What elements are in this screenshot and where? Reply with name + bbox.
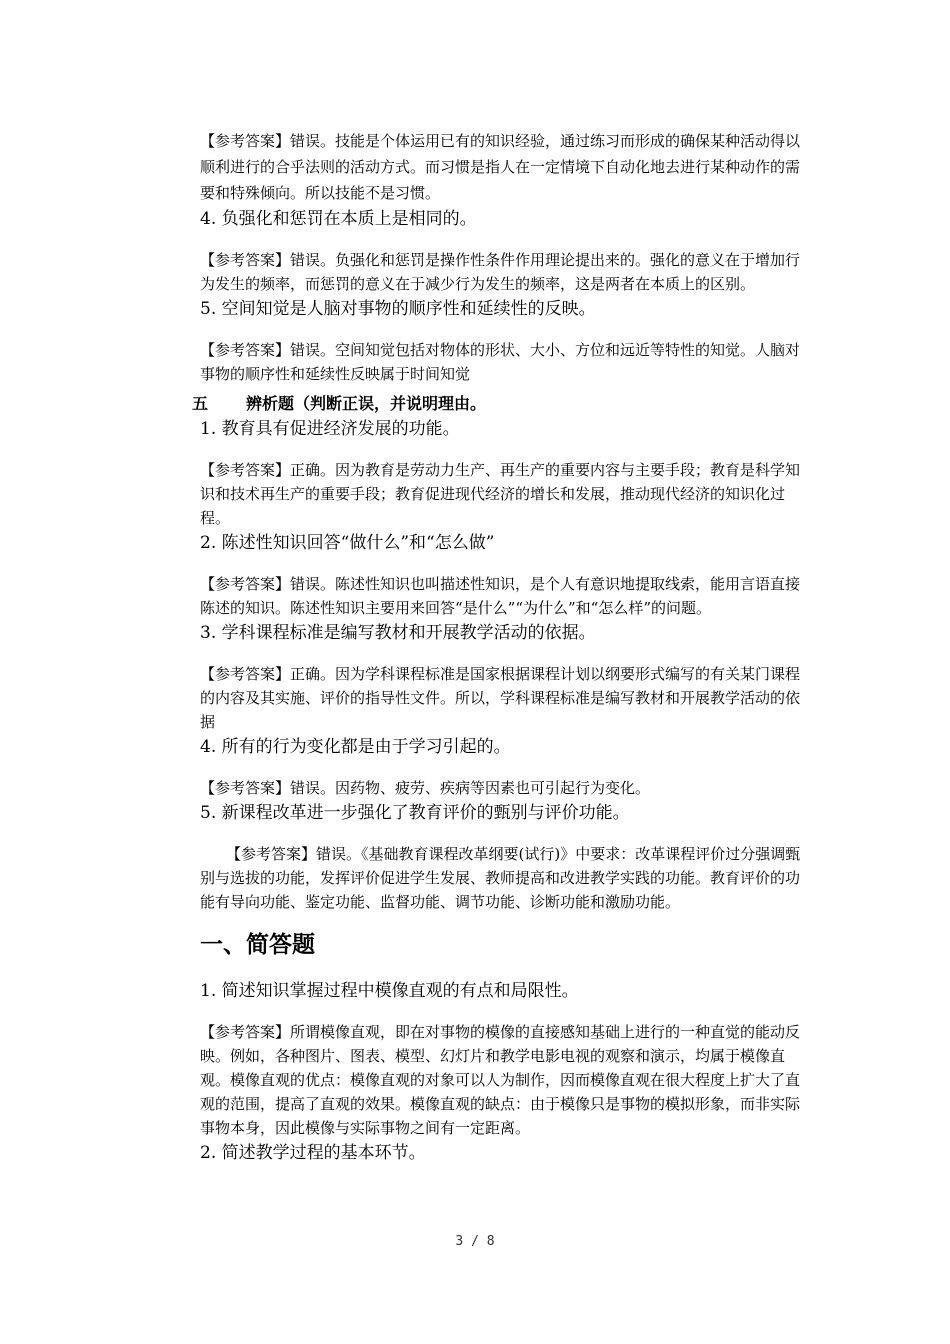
answer-curriculum-reform: 【参考答案】错误。《基础教育课程改革纲要(试行)》中要求：改革课程评价过分强调甄别与选拔的功能，发挥评价促进学生发展、教师提高和改进教学实践的功能。教育评价的功能有导向功能、鉴定功能、监督功能、调节功能、诊断功能和激励功能。 bbox=[200, 845, 801, 911]
question-4-behavior-change: 4. 所有的行为变化都是由于学习引起的。 bbox=[200, 737, 511, 757]
answer-declarative-knowledge: 【参考答案】错误。陈述性知识也叫描述性知识，是个人有意识地提取线索，能用言语直接陈述的知识。陈述性知识主要用来回答“是什么”“为什么”和“怎么样”的问题。 bbox=[200, 575, 801, 617]
question-4-negative-reinforcement: 4. 负强化和惩罚在本质上是相同的。 bbox=[200, 209, 477, 229]
question-2-declarative-knowledge: 2. 陈述性知识回答“做什么”和“怎么做” bbox=[200, 533, 495, 553]
section-title: 辨析题（判断正误，并说明理由。 bbox=[246, 394, 487, 413]
answer-behavior-change: 【参考答案】错误。因药物、疲劳、疾病等因素也可引起行为变化。 bbox=[200, 779, 651, 797]
page-content bbox=[192, 128, 812, 1166]
answer-curriculum-standard: 【参考答案】正确。因为学科课程标准是国家根据课程计划以纲要形式编写的有关某门课程的内容及其实施、评价的指导性文件。所以，学科课程标准是编写教材和开展教学活动的依据 bbox=[200, 665, 801, 731]
question-1-education-economy: 1. 教育具有促进经济发展的功能。 bbox=[200, 419, 460, 439]
section-heading-analysis bbox=[192, 392, 812, 416]
question-1-model-intuition: 1. 简述知识掌握过程中模像直观的有点和局限性。 bbox=[200, 981, 579, 1001]
answer-skill-vs-habit: 【参考答案】错误。技能是个体运用已有的知识经验，通过练习而形成的确保某种活动得以顺利进行的合乎法则的活动方式。而习惯是指人在一定情境下自动化地去进行某种动作的需要和特殊倾向。所以技能不是习惯。 bbox=[200, 132, 801, 202]
page-number: 3 / 8 bbox=[455, 1234, 495, 1249]
answer-education-economy: 【参考答案】正确。因为教育是劳动力生产、再生产的重要内容与主要手段；教育是科学知识和技术再生产的重要手段；教育促进现代经济的增长和发展，推动现代经济的知识化过程。 bbox=[200, 461, 801, 527]
question-5-curriculum-reform: 5. 新课程改革进一步强化了教育评价的甄别与评价功能。 bbox=[200, 803, 630, 823]
answer-negative-reinforcement: 【参考答案】错误。负强化和惩罚是操作性条件作用理论提出来的。强化的意义在于增加行为发生的频率，而惩罚的意义在于减少行为发生的频率，这是两者在本质上的区别。 bbox=[200, 251, 801, 293]
question-2-teaching-process: 2. 简述教学过程的基本环节。 bbox=[200, 1143, 426, 1163]
answer-model-intuition: 【参考答案】所谓模像直观，即在对事物的模像的直接感知基础上进行的一种直觉的能动反映。例如，各种图片、图表、模型、幻灯片和教学电影电视的观察和演示，均属于模像直观。模像直观的优点：模像直观的对象可以人为制作，因而模像直观在很大程度上扩大了直观的范围，提高了直观的效果。模像直观的缺点：由于模像只是事物的模拟形象，而非实际事物本身，因此模像与实际事物之间有一定距离。 bbox=[200, 1023, 801, 1137]
answer-spatial-perception: 【参考答案】错误。空间知觉包括对物体的形状、大小、方位和远近等特性的知觉。人脑对事物的顺序性和延续性反映属于时间知觉 bbox=[200, 341, 801, 383]
question-3-curriculum-standard: 3. 学科课程标准是编写教材和开展教学活动的依据。 bbox=[200, 623, 596, 643]
section-number: 五 bbox=[192, 394, 209, 413]
question-5-spatial-perception: 5. 空间知觉是人脑对事物的顺序性和延续性的反映。 bbox=[200, 299, 596, 319]
section-heading-short-answer: 一、简答题 bbox=[200, 932, 315, 958]
